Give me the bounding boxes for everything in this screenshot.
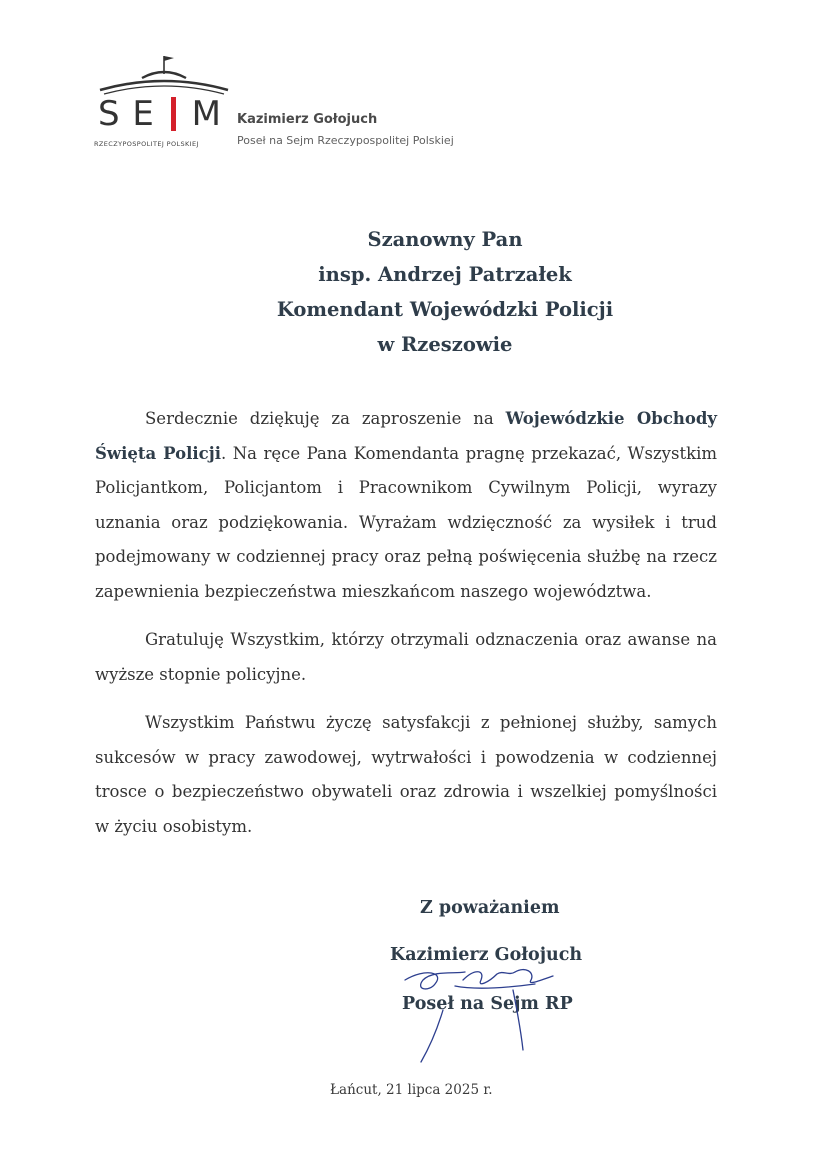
letterhead-mp-role: Poseł na Sejm Rzeczypospolitej Polskiej [237,134,454,147]
logo-letters-se: S E [98,94,155,134]
event-name: Wojewódzkie Obchody Święta Policji [95,409,717,463]
logo-letter-m: M [191,94,222,134]
addressee-salutation: Szanowny Pan [367,228,523,251]
body-paragraph-1 [95,402,717,609]
sejm-wordmark [98,94,222,134]
addressee-title: Komendant Wojewódzki Policji [276,298,614,321]
sejm-dome-icon [94,52,234,100]
place-and-date: Łańcut, 21 lipca 2025 r. [330,1082,493,1098]
body-paragraph-2: Gratuluję Wszystkim, którzy otrzymali odznaczenia oraz awanse na wyższe stopnie policyjne. [95,630,717,684]
letter-body [95,402,717,858]
sejm-logo [94,52,234,152]
letterhead-mp-name: Kazimierz Gołojuch [237,112,378,127]
p1-rest: . Na ręce Pana Komendanta pragnę przekazać, Wszystkim Policjantkom, Policjantom i Pracownikom Cywilnym Policji, wyrazy uznania oraz podziękowania. Wyrażam wdzięczność za wysiłek i trud podejmowany w codziennej pracy oraz pełną poświęcenia służbę na rzecz zapewnienia bezpieczeństwa mieszkańcom naszego województwa. [95,443,718,601]
addressee-block [200,222,690,362]
addressee-location: w Rzeszowie [377,333,513,356]
signer-role: Poseł na Sejm RP [402,994,573,1014]
logo-red-bar [171,97,176,131]
body-paragraph-3: Wszystkim Państwu życzę satysfakcji z pełnionej służby, samych sukcesów w pracy zawodowej, wytrwałości i powodzenia w codziennej trosce o bezpieczeństwo obywateli oraz zdrowia i wszelkiej pomyślności w życiu osobistym. [95,713,717,836]
closing-salutation: Z poważaniem [420,898,560,918]
addressee-name: insp. Andrzej Patrzałek [318,263,572,286]
logo-caption: RZECZYPOSPOLITEJ POLSKIEJ [94,140,199,148]
letterhead [94,52,514,162]
p1-intro: Serdecznie dziękuję za zaproszenie na [145,409,506,428]
signer-name: Kazimierz Gołojuch [390,945,583,965]
